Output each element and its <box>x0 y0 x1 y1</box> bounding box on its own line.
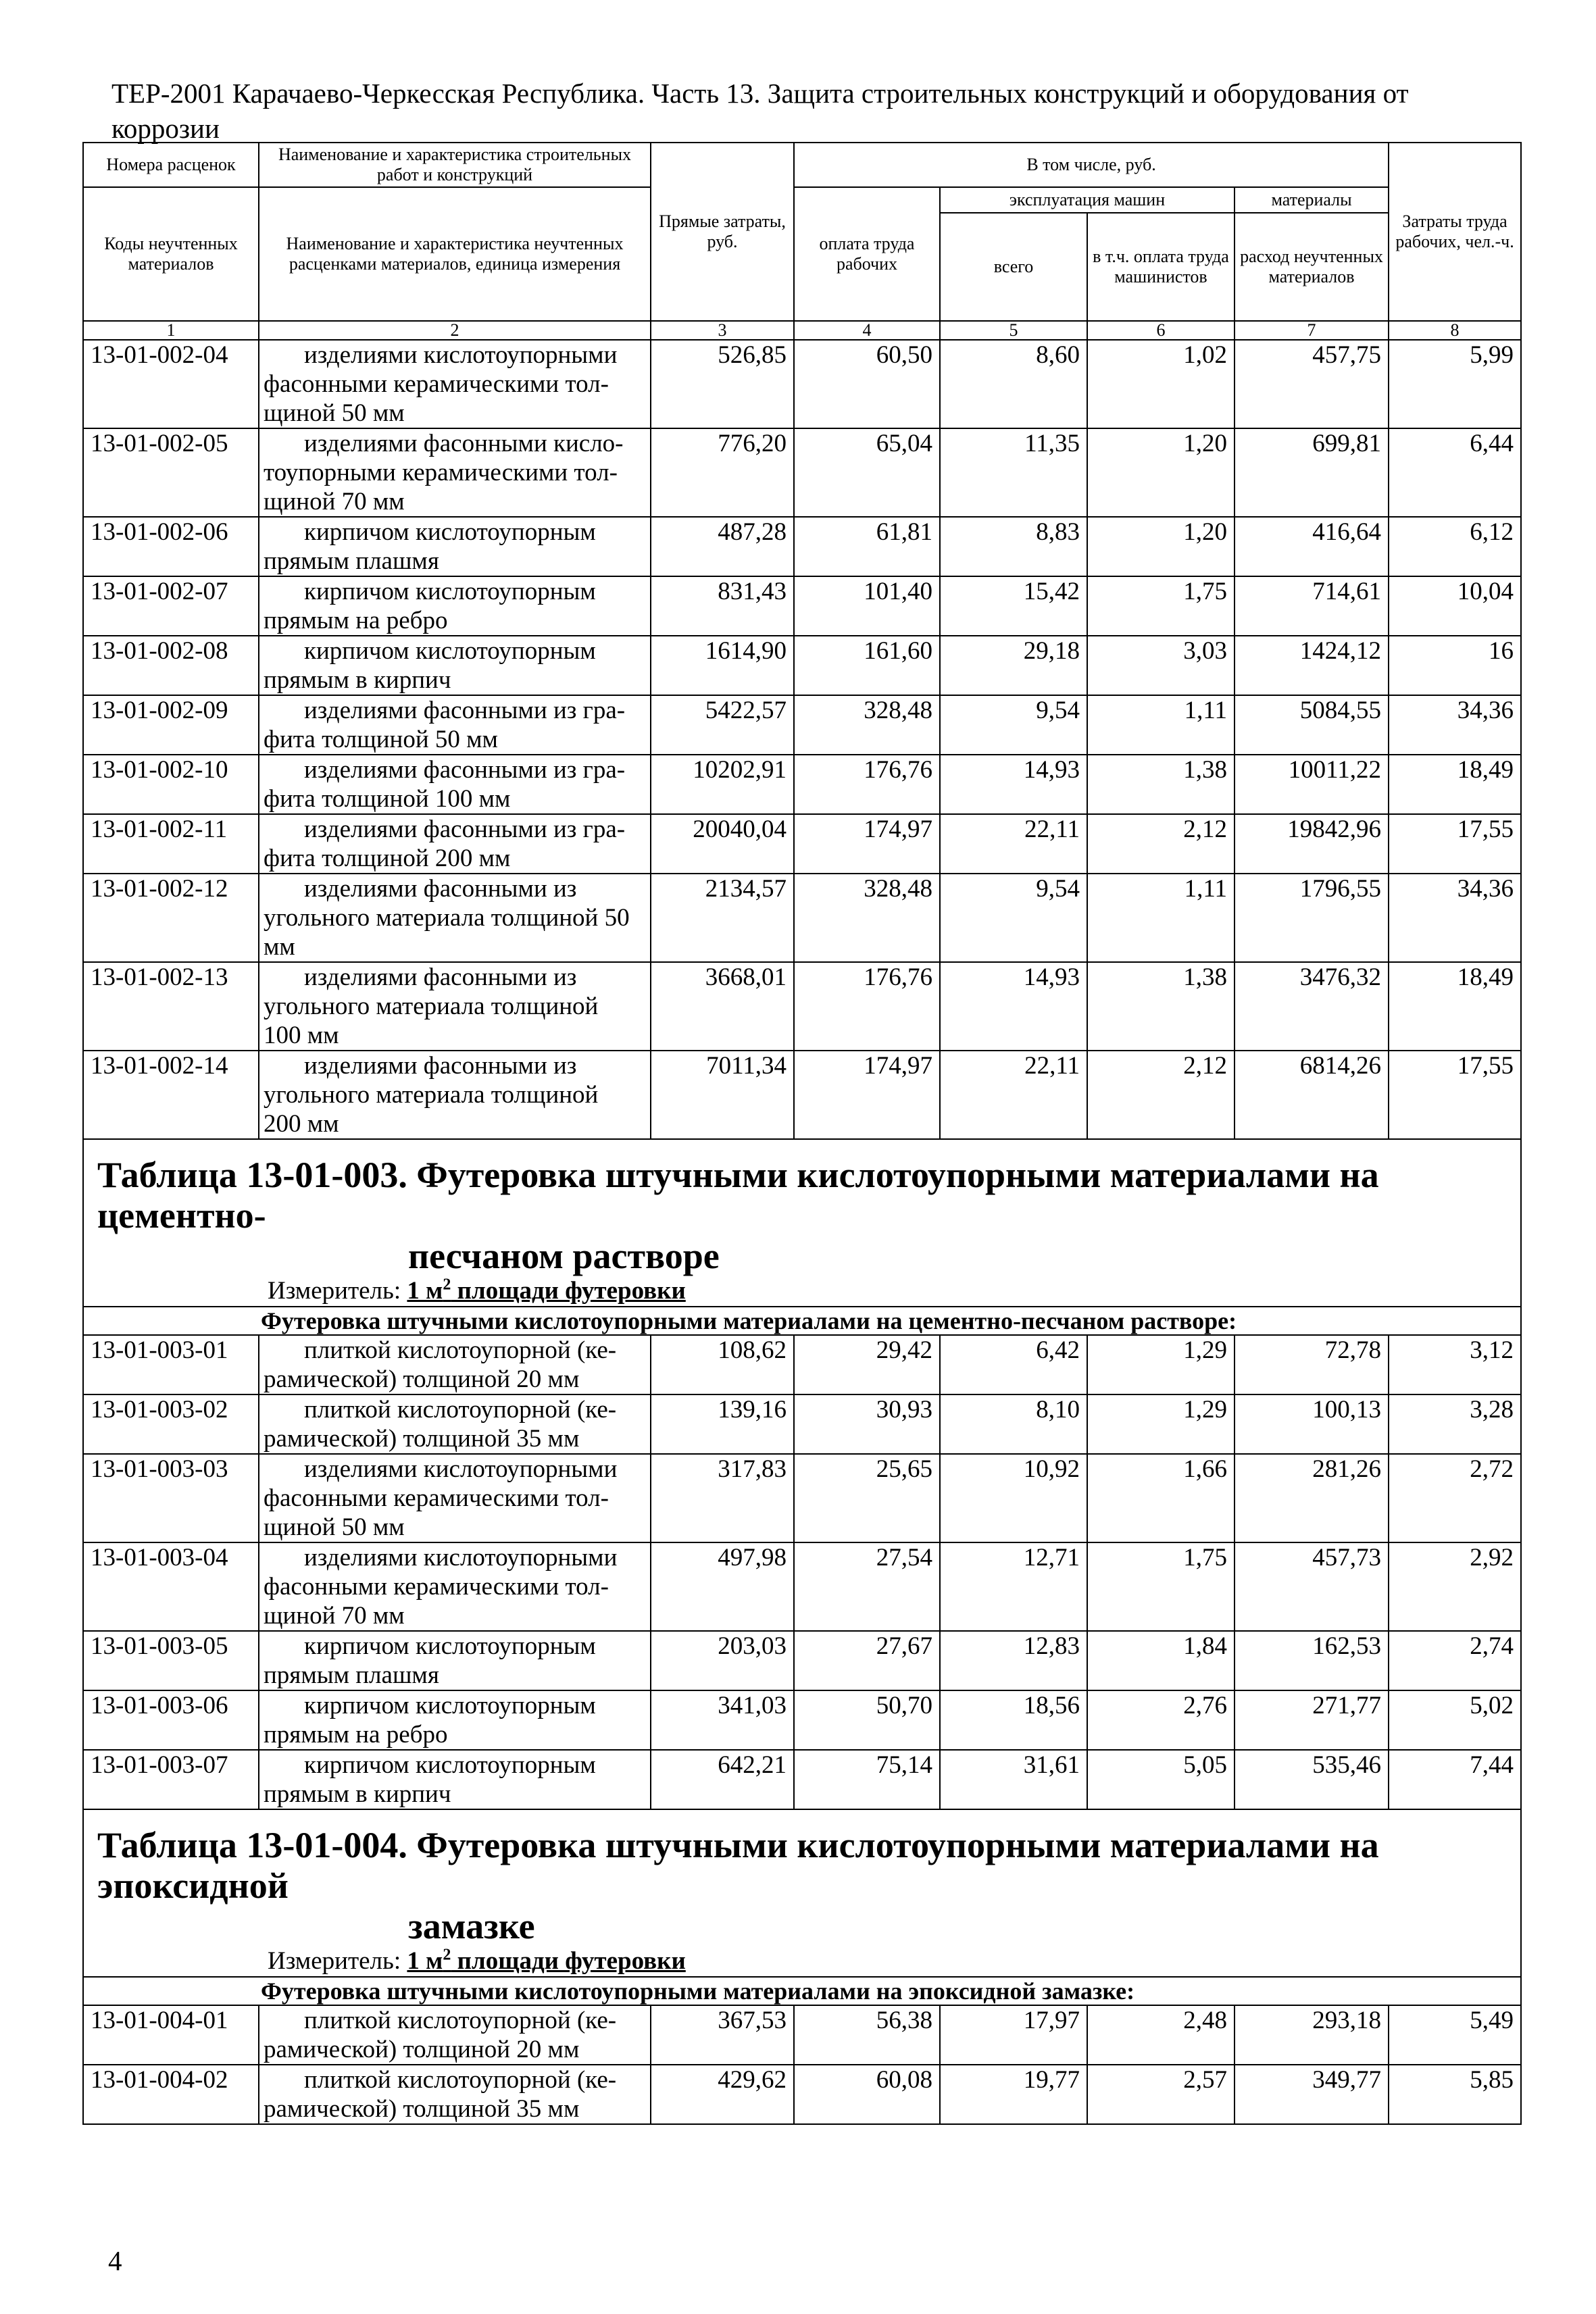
machinist-pay: 1,75 <box>1087 1542 1235 1631</box>
rate-description <box>259 695 651 755</box>
direct-costs: 831,43 <box>651 576 794 636</box>
direct-costs: 642,21 <box>651 1750 794 1809</box>
section-subhead: Футеровка штучными кислотоупорными материалами на цементно-песчаном растворе: <box>83 1307 1521 1335</box>
rate-description <box>259 1454 651 1542</box>
table-row <box>83 636 1521 695</box>
section-title-line1: Таблица 13-01-004. Футеровка штучными кислотоупорными материалами на эпоксидной <box>97 1825 1379 1906</box>
rate-code: 13-01-002-09 <box>83 695 259 755</box>
description-line: изделиями фасонными из <box>304 963 577 991</box>
rate-code: 13-01-003-06 <box>83 1690 259 1750</box>
direct-costs: 3668,01 <box>651 962 794 1051</box>
materials-cost: 100,13 <box>1235 1394 1389 1454</box>
table-row <box>83 1631 1521 1690</box>
meter-prefix: Измеритель: <box>268 1947 407 1975</box>
materials-cost: 1424,12 <box>1235 636 1389 695</box>
description-line: мм <box>264 933 295 961</box>
section-subhead: Футеровка штучными кислотоупорными материалами на эпоксидной замазке: <box>83 1977 1521 2005</box>
materials-cost: 416,64 <box>1235 517 1389 576</box>
rate-code: 13-01-002-13 <box>83 962 259 1051</box>
labor-hours: 5,49 <box>1389 2005 1521 2065</box>
description-line: рамической) толщиной 20 мм <box>264 2036 580 2063</box>
rate-description <box>259 2005 651 2065</box>
materials-cost: 714,61 <box>1235 576 1389 636</box>
description-line: кирпичом кислотоупорным <box>304 637 596 665</box>
table-row <box>83 2065 1521 2124</box>
header-total: всего <box>940 213 1087 321</box>
description-line: изделиями фасонными из гра- <box>304 697 626 724</box>
description-line: изделиями фасонными из <box>304 1052 577 1080</box>
rate-code: 13-01-002-04 <box>83 340 259 428</box>
header-work-name: Наименование и характеристика строительных работ и конструкций <box>259 143 651 187</box>
labor-hours: 7,44 <box>1389 1750 1521 1809</box>
rate-description <box>259 962 651 1051</box>
direct-costs: 429,62 <box>651 2065 794 2124</box>
machinist-pay: 1,20 <box>1087 517 1235 576</box>
table-row <box>83 1454 1521 1542</box>
direct-costs: 10202,91 <box>651 755 794 814</box>
rate-description <box>259 874 651 962</box>
materials-cost: 1796,55 <box>1235 874 1389 962</box>
worker-pay: 75,14 <box>794 1750 940 1809</box>
labor-hours: 17,55 <box>1389 814 1521 874</box>
labor-hours: 5,99 <box>1389 340 1521 428</box>
header-machinist-pay: в т.ч. оплата труда машинистов <box>1087 213 1235 321</box>
header-codes: Коды неучтенных материалов <box>83 187 259 321</box>
table-row <box>83 1690 1521 1750</box>
section-title-line1: Таблица 13-01-003. Футеровка штучными кислотоупорными материалами на цементно- <box>97 1155 1379 1236</box>
rate-description <box>259 1051 651 1139</box>
direct-costs: 1614,90 <box>651 636 794 695</box>
table-row <box>83 1051 1521 1139</box>
page-number: 4 <box>108 2245 122 2276</box>
description-line: фита толщиной 100 мм <box>264 785 511 813</box>
description-line: кирпичом кислотоупорным <box>304 578 596 605</box>
worker-pay: 61,81 <box>794 517 940 576</box>
labor-hours: 18,49 <box>1389 755 1521 814</box>
header-material-name: Наименование и характеристика неучтенных расценками материалов, единица измерения <box>259 187 651 321</box>
header-including: В том числе, руб. <box>794 143 1389 187</box>
header-labor: Затраты труда рабочих, чел.-ч. <box>1389 143 1521 321</box>
machinist-pay: 2,12 <box>1087 814 1235 874</box>
description-line: 200 мм <box>264 1110 339 1138</box>
worker-pay: 328,48 <box>794 874 940 962</box>
table-row <box>83 2005 1521 2065</box>
worker-pay: 65,04 <box>794 428 940 517</box>
materials-cost: 162,53 <box>1235 1631 1389 1690</box>
rate-code: 13-01-002-14 <box>83 1051 259 1139</box>
materials-cost: 3476,32 <box>1235 962 1389 1051</box>
table-row <box>83 874 1521 962</box>
table-row <box>83 576 1521 636</box>
section-spacer <box>83 1139 1521 1155</box>
description-line: фасонными керамическими тол- <box>264 1484 609 1512</box>
rate-description <box>259 428 651 517</box>
meter-unit: 1 м <box>407 1947 443 1975</box>
labor-hours: 2,72 <box>1389 1454 1521 1542</box>
rate-description <box>259 1750 651 1809</box>
rate-code: 13-01-003-03 <box>83 1454 259 1542</box>
machines-total: 18,56 <box>940 1690 1087 1750</box>
col-number: 8 <box>1389 321 1521 340</box>
worker-pay: 29,42 <box>794 1335 940 1394</box>
materials-cost: 19842,96 <box>1235 814 1389 874</box>
section-meter <box>91 1276 1514 1306</box>
machines-total: 19,77 <box>940 2065 1087 2124</box>
spacer-cell <box>83 1139 1521 1155</box>
machinist-pay: 2,12 <box>1087 1051 1235 1139</box>
description-line: угольного материала толщиной <box>264 992 599 1020</box>
description-line: прямым на ребро <box>264 1721 448 1749</box>
section-heading-row <box>83 1155 1521 1307</box>
labor-hours: 34,36 <box>1389 695 1521 755</box>
rate-description <box>259 2065 651 2124</box>
description-line: щиной 50 мм <box>264 399 405 427</box>
description-line: фасонными керамическими тол- <box>264 370 609 398</box>
labor-hours: 2,92 <box>1389 1542 1521 1631</box>
section-heading-row <box>83 1825 1521 1977</box>
worker-pay: 328,48 <box>794 695 940 755</box>
direct-costs: 367,53 <box>651 2005 794 2065</box>
rate-description <box>259 517 651 576</box>
description-line: тоупорными керамическими тол- <box>264 459 618 486</box>
rate-code: 13-01-002-07 <box>83 576 259 636</box>
machines-total: 14,93 <box>940 755 1087 814</box>
direct-costs: 20040,04 <box>651 814 794 874</box>
description-line: прямым в кирпич <box>264 666 451 694</box>
table-row <box>83 755 1521 814</box>
labor-hours: 16 <box>1389 636 1521 695</box>
section-title-line2: замазке <box>408 1906 535 1946</box>
materials-cost: 72,78 <box>1235 1335 1389 1394</box>
materials-cost: 457,75 <box>1235 340 1389 428</box>
machines-total: 22,11 <box>940 1051 1087 1139</box>
description-line: изделиями фасонными из гра- <box>304 815 626 843</box>
machines-total: 8,10 <box>940 1394 1087 1454</box>
table-row <box>83 1335 1521 1394</box>
materials-cost: 293,18 <box>1235 2005 1389 2065</box>
direct-costs: 776,20 <box>651 428 794 517</box>
description-line: изделиями фасонными из <box>304 875 577 903</box>
section-spacer <box>83 1809 1521 1825</box>
worker-pay: 174,97 <box>794 1051 940 1139</box>
description-line: прямым плашмя <box>264 1661 439 1689</box>
machinist-pay: 1,11 <box>1087 874 1235 962</box>
rate-code: 13-01-002-11 <box>83 814 259 874</box>
page-header: ТЕР-2001 Карачаево-Черкесская Республика. Часть 13. Защита строительных конструкций и оборудования от коррозии <box>111 78 1409 144</box>
worker-pay: 25,65 <box>794 1454 940 1542</box>
materials-cost: 535,46 <box>1235 1750 1389 1809</box>
rate-code: 13-01-002-08 <box>83 636 259 695</box>
worker-pay: 60,50 <box>794 340 940 428</box>
section-title <box>91 1825 1514 1946</box>
description-line: изделиями фасонными кисло- <box>304 430 624 457</box>
labor-hours: 6,12 <box>1389 517 1521 576</box>
direct-costs: 317,83 <box>651 1454 794 1542</box>
section-heading-cell <box>83 1825 1521 1977</box>
direct-costs: 5422,57 <box>651 695 794 755</box>
machines-total: 22,11 <box>940 814 1087 874</box>
section-heading-cell <box>83 1155 1521 1307</box>
machines-total: 8,83 <box>940 517 1087 576</box>
machinist-pay: 1,66 <box>1087 1454 1235 1542</box>
machinist-pay: 1,20 <box>1087 428 1235 517</box>
description-line: плиткой кислотоупорной (ке- <box>304 1336 617 1364</box>
rate-code: 13-01-002-12 <box>83 874 259 962</box>
machines-total: 31,61 <box>940 1750 1087 1809</box>
meter-value <box>407 1277 685 1305</box>
description-line: рамической) толщиной 35 мм <box>264 2095 580 2123</box>
col-number: 4 <box>794 321 940 340</box>
materials-cost: 699,81 <box>1235 428 1389 517</box>
rate-description <box>259 814 651 874</box>
labor-hours: 18,49 <box>1389 962 1521 1051</box>
meter-unit: 1 м <box>407 1277 443 1305</box>
worker-pay: 174,97 <box>794 814 940 874</box>
description-line: кирпичом кислотоупорным <box>304 518 596 546</box>
machinist-pay: 2,57 <box>1087 2065 1235 2124</box>
machines-total: 8,60 <box>940 340 1087 428</box>
worker-pay: 27,67 <box>794 1631 940 1690</box>
materials-cost: 349,77 <box>1235 2065 1389 2124</box>
machines-total: 10,92 <box>940 1454 1087 1542</box>
description-line: прямым в кирпич <box>264 1780 451 1808</box>
direct-costs: 139,16 <box>651 1394 794 1454</box>
meter-sup: 2 <box>443 1276 451 1294</box>
description-line: изделиями фасонными из гра- <box>304 756 626 784</box>
machinist-pay: 5,05 <box>1087 1750 1235 1809</box>
labor-hours: 5,02 <box>1389 1690 1521 1750</box>
col-number: 1 <box>83 321 259 340</box>
machines-total: 17,97 <box>940 2005 1087 2065</box>
direct-costs: 497,98 <box>651 1542 794 1631</box>
section-subhead-row <box>83 1307 1521 1335</box>
header-direct-costs: Прямые затраты, руб. <box>651 143 794 321</box>
header-unaccounted: расход неучтенных материалов <box>1235 213 1389 321</box>
machines-total: 9,54 <box>940 695 1087 755</box>
col-number: 7 <box>1235 321 1389 340</box>
rate-code: 13-01-003-05 <box>83 1631 259 1690</box>
header-materials: материалы <box>1235 187 1389 213</box>
direct-costs: 526,85 <box>651 340 794 428</box>
table-row <box>83 695 1521 755</box>
machines-total: 15,42 <box>940 576 1087 636</box>
rate-code: 13-01-002-06 <box>83 517 259 576</box>
section-meter <box>91 1946 1514 1976</box>
section-title-line2: песчаном растворе <box>408 1236 720 1276</box>
materials-cost: 457,73 <box>1235 1542 1389 1631</box>
worker-pay: 176,76 <box>794 962 940 1051</box>
description-line: рамической) толщиной 20 мм <box>264 1365 580 1393</box>
col-number: 2 <box>259 321 651 340</box>
meter-suffix: площади футеровки <box>451 1947 686 1975</box>
machines-total: 12,83 <box>940 1631 1087 1690</box>
rate-description <box>259 1335 651 1394</box>
table-row <box>83 1394 1521 1454</box>
description-line: фита толщиной 200 мм <box>264 845 511 872</box>
description-line: изделиями кислотоупорными <box>304 341 618 369</box>
section-title <box>91 1155 1514 1276</box>
rate-code: 13-01-004-02 <box>83 2065 259 2124</box>
machinist-pay: 1,38 <box>1087 962 1235 1051</box>
rate-description <box>259 636 651 695</box>
rate-description <box>259 1631 651 1690</box>
direct-costs: 108,62 <box>651 1335 794 1394</box>
machinist-pay: 1,29 <box>1087 1394 1235 1454</box>
description-line: изделиями кислотоупорными <box>304 1544 618 1571</box>
header-worker-pay: оплата труда рабочих <box>794 187 940 321</box>
meter-value <box>407 1947 685 1975</box>
machines-total: 14,93 <box>940 962 1087 1051</box>
worker-pay: 60,08 <box>794 2065 940 2124</box>
machines-total: 12,71 <box>940 1542 1087 1631</box>
machines-total: 11,35 <box>940 428 1087 517</box>
rate-code: 13-01-003-04 <box>83 1542 259 1631</box>
meter-sup: 2 <box>443 1946 451 1964</box>
description-line: щиной 70 мм <box>264 488 405 515</box>
table-row <box>83 428 1521 517</box>
direct-costs: 2134,57 <box>651 874 794 962</box>
direct-costs: 7011,34 <box>651 1051 794 1139</box>
labor-hours: 5,85 <box>1389 2065 1521 2124</box>
worker-pay: 161,60 <box>794 636 940 695</box>
worker-pay: 50,70 <box>794 1690 940 1750</box>
table-row <box>83 962 1521 1051</box>
description-line: щиной 50 мм <box>264 1513 405 1541</box>
column-numbers-row <box>83 321 1521 340</box>
materials-cost: 5084,55 <box>1235 695 1389 755</box>
machines-total: 6,42 <box>940 1335 1087 1394</box>
description-line: рамической) толщиной 35 мм <box>264 1425 580 1453</box>
worker-pay: 176,76 <box>794 755 940 814</box>
col-number: 6 <box>1087 321 1235 340</box>
header-rate-numbers: Номера расценок <box>83 143 259 187</box>
description-line: прямым на ребро <box>264 607 448 634</box>
rate-description <box>259 1542 651 1631</box>
rate-code: 13-01-003-02 <box>83 1394 259 1454</box>
machinist-pay: 3,03 <box>1087 636 1235 695</box>
description-line: фита толщиной 50 мм <box>264 726 498 753</box>
spacer-cell <box>83 1809 1521 1825</box>
table-row <box>83 340 1521 428</box>
header-machines: эксплуатация машин <box>940 187 1235 213</box>
materials-cost: 281,26 <box>1235 1454 1389 1542</box>
rate-code: 13-01-004-01 <box>83 2005 259 2065</box>
table-row <box>83 814 1521 874</box>
worker-pay: 27,54 <box>794 1542 940 1631</box>
description-line: щиной 70 мм <box>264 1602 405 1630</box>
machinist-pay: 1,84 <box>1087 1631 1235 1690</box>
col-number: 5 <box>940 321 1087 340</box>
direct-costs: 341,03 <box>651 1690 794 1750</box>
description-line: плиткой кислотоупорной (ке- <box>304 2066 617 2094</box>
rate-code: 13-01-003-01 <box>83 1335 259 1394</box>
description-line: изделиями кислотоупорными <box>304 1455 618 1483</box>
labor-hours: 2,74 <box>1389 1631 1521 1690</box>
machinist-pay: 1,29 <box>1087 1335 1235 1394</box>
machinist-pay: 2,48 <box>1087 2005 1235 2065</box>
col-number: 3 <box>651 321 794 340</box>
worker-pay: 30,93 <box>794 1394 940 1454</box>
description-line: фасонными керамическими тол- <box>264 1573 609 1601</box>
description-line: 100 мм <box>264 1022 339 1049</box>
rate-description <box>259 1394 651 1454</box>
labor-hours: 6,44 <box>1389 428 1521 517</box>
description-line: прямым плашмя <box>264 547 439 575</box>
labor-hours: 3,28 <box>1389 1394 1521 1454</box>
labor-hours: 10,04 <box>1389 576 1521 636</box>
machinist-pay: 1,11 <box>1087 695 1235 755</box>
table-row <box>83 1750 1521 1809</box>
direct-costs: 203,03 <box>651 1631 794 1690</box>
rate-code: 13-01-002-10 <box>83 755 259 814</box>
labor-hours: 3,12 <box>1389 1335 1521 1394</box>
labor-hours: 34,36 <box>1389 874 1521 962</box>
machinist-pay: 2,76 <box>1087 1690 1235 1750</box>
machinist-pay: 1,75 <box>1087 576 1235 636</box>
rate-description <box>259 576 651 636</box>
rate-description <box>259 755 651 814</box>
rate-description <box>259 340 651 428</box>
meter-suffix: площади футеровки <box>451 1277 686 1305</box>
description-line: кирпичом кислотоупорным <box>304 1692 596 1719</box>
worker-pay: 101,40 <box>794 576 940 636</box>
section-subhead-row <box>83 1977 1521 2005</box>
description-line: кирпичом кислотоупорным <box>304 1632 596 1660</box>
rates-table <box>82 142 1522 2125</box>
rate-code: 13-01-002-05 <box>83 428 259 517</box>
description-line: угольного материала толщиной 50 <box>264 904 630 932</box>
table-row <box>83 517 1521 576</box>
materials-cost: 10011,22 <box>1235 755 1389 814</box>
rate-code: 13-01-003-07 <box>83 1750 259 1809</box>
labor-hours: 17,55 <box>1389 1051 1521 1139</box>
machinist-pay: 1,02 <box>1087 340 1235 428</box>
worker-pay: 56,38 <box>794 2005 940 2065</box>
machinist-pay: 1,38 <box>1087 755 1235 814</box>
rate-description <box>259 1690 651 1750</box>
meter-prefix: Измеритель: <box>268 1277 407 1305</box>
materials-cost: 271,77 <box>1235 1690 1389 1750</box>
machines-total: 9,54 <box>940 874 1087 962</box>
description-line: плиткой кислотоупорной (ке- <box>304 1396 617 1424</box>
description-line: плиткой кислотоупорной (ке- <box>304 2007 617 2034</box>
materials-cost: 6814,26 <box>1235 1051 1389 1139</box>
description-line: кирпичом кислотоупорным <box>304 1751 596 1779</box>
description-line: угольного материала толщиной <box>264 1081 599 1109</box>
machines-total: 29,18 <box>940 636 1087 695</box>
table-row <box>83 1542 1521 1631</box>
direct-costs: 487,28 <box>651 517 794 576</box>
